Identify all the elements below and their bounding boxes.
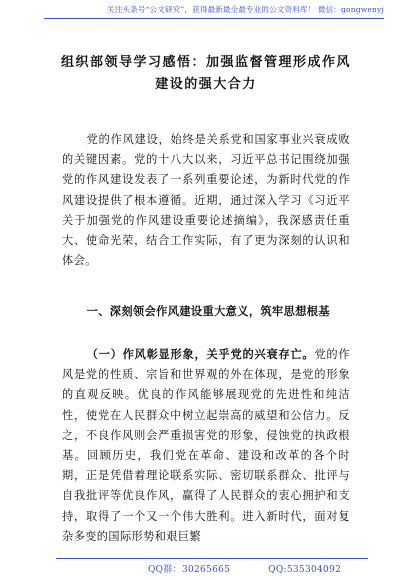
subsection-lead: （一）作风彰显形象，关乎党的兴衰存亡。 (86, 347, 315, 361)
subsection-paragraph (62, 344, 350, 547)
footer-divider (56, 558, 368, 559)
footer-qq: QQ:535304092 (268, 565, 342, 575)
intro-paragraph: 党的作风建设，始终是关系党和国家事业兴衰成败的关键因素。党的十八大以来，习近平总书记围绕加强党的作风建设发表了一系列重要论述，为新时代党的作风建设提供了根本遵循。近期，通过深入学习《习近平关于加强党的作风建设重要论述摘编》，我深感责任重大、使命光荣，结合工作实际，有了更为深刻的认识和体会。 (62, 133, 350, 268)
header-banner: 关注头条号“公文研究”，获得最新最全最专业的公文资料库！ 微信：gongwenyj (107, 5, 384, 14)
header-divider (44, 18, 384, 19)
subsection-body: 党的作风是党的性质、宗旨和世界观的外在体现，是党的形象的直观反映。优良的作风能够展现党的先进性和纯洁性，使党在人民群众中树立起崇高的威望和公信力。反之，不良作风则会严重损害党的形象，侵蚀党的执政根基。回顾历史，我们党在革命、建设和改革的各个时期，正是凭借着理论联系实际、密切联系群众、批评与自我批评等优良作风，赢得了人民群众的衷心拥护和支持，取得了一个又一个伟大胜利。进入新时代，面对复杂多变的国际形势和艰巨繁 (62, 348, 351, 543)
footer-qq-group: QQ群：30265665 (148, 565, 231, 575)
section-heading: 一、深刻领会作风建设重大意义，筑牢思想根基 (86, 304, 330, 318)
footer (148, 562, 379, 575)
document-title: 组织部领导学习感悟：加强监督管理形成作风建设的强大合力 (60, 55, 351, 92)
